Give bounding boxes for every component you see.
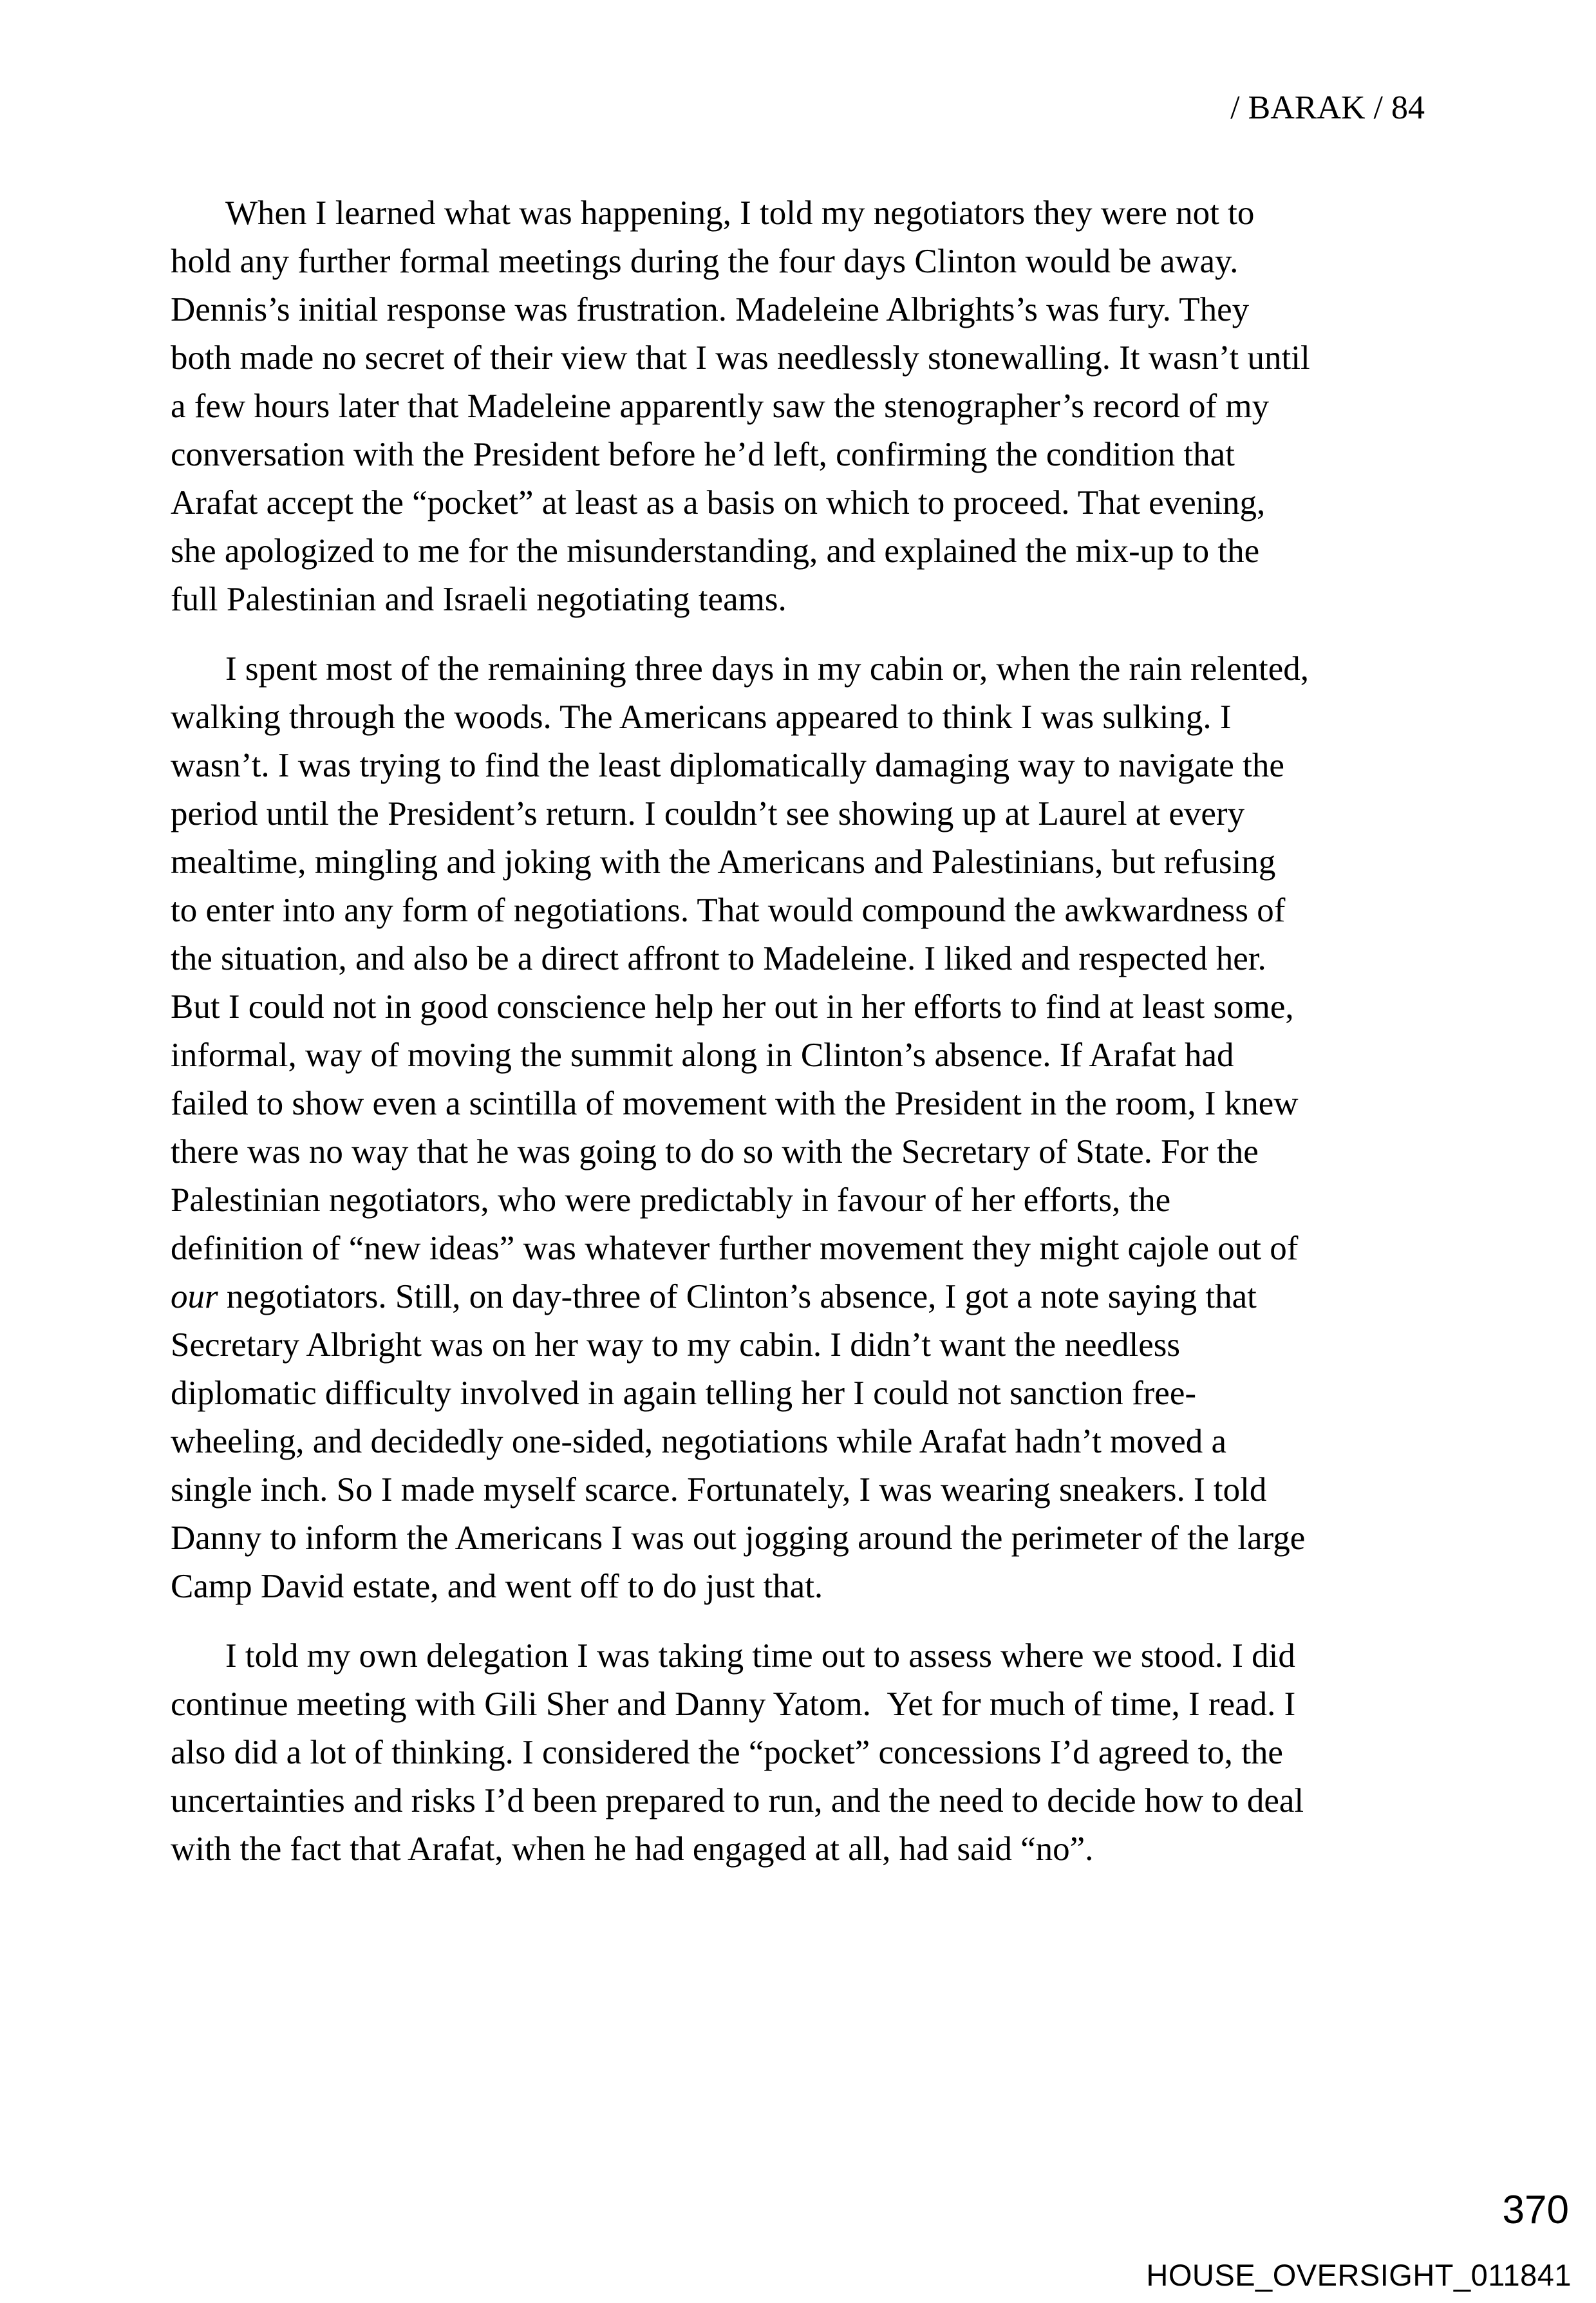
text-line — [171, 790, 1452, 838]
text-segment: hold any further formal meetings during the four days Clinton would be away. — [171, 243, 1239, 280]
text-line — [171, 1632, 1452, 1680]
page-number: 370 — [1502, 2188, 1569, 2232]
text-segment: the situation, and also be a direct affront to Madeleine. I liked and respected her. — [171, 940, 1266, 977]
paragraph — [171, 189, 1452, 624]
text-line — [171, 1729, 1452, 1777]
text-line — [171, 935, 1452, 983]
text-line — [171, 1080, 1452, 1128]
text-line — [171, 576, 1452, 624]
text-segment: she apologized to me for the misunderstanding, and explained the mix-up to the — [171, 532, 1260, 570]
text-line — [171, 838, 1452, 887]
running-header: / BARAK / 84 — [1230, 89, 1425, 126]
text-segment: conversation with the President before he’d left, confirming the condition that — [171, 436, 1235, 473]
text-segment: When I learned what was happening, I told my negotiators they were not to — [225, 194, 1255, 232]
text-segment: informal, way of moving the summit along in Clinton’s absence. If Arafat had — [171, 1037, 1234, 1074]
text-segment: definition of “new ideas” was whatever further movement they might cajole out of — [171, 1230, 1299, 1267]
text-line — [171, 1514, 1452, 1563]
text-segment: there was no way that he was going to do so with the Secretary of State. For the — [171, 1133, 1259, 1170]
text-segment: diplomatic difficulty involved in again telling her I could not sanction free- — [171, 1375, 1197, 1412]
text-line — [171, 1563, 1452, 1611]
text-segment: Danny to inform the Americans I was out jogging around the perimeter of the large — [171, 1519, 1306, 1557]
text-segment: negotiators. Still, on day-three of Clinton’s absence, I got a note saying that — [218, 1278, 1257, 1315]
text-segment: mealtime, mingling and joking with the Americans and Palestinians, but refusing — [171, 843, 1276, 881]
text-line — [171, 645, 1452, 693]
text-segment: I spent most of the remaining three days in my cabin or, when the rain relented, — [225, 650, 1310, 688]
text-segment: both made no secret of their view that I was needlessly stonewalling. It wasn’t until — [171, 339, 1310, 377]
text-line — [171, 479, 1452, 527]
text-segment: continue meeting with Gili Sher and Danny Yatom. Yet for much of time, I read. I — [171, 1686, 1296, 1723]
text-line — [171, 887, 1452, 935]
text-segment: Arafat accept the “pocket” at least as a basis on which to proceed. That evening, — [171, 484, 1266, 522]
text-line — [171, 238, 1452, 286]
text-line — [171, 334, 1452, 382]
text-line — [171, 983, 1452, 1031]
text-segment: Dennis’s initial response was frustration. Madeleine Albrights’s was fury. They — [171, 291, 1250, 328]
text-segment: to enter into any form of negotiations. That would compound the awkwardness of — [171, 892, 1286, 929]
text-line — [171, 1680, 1452, 1729]
text-line — [171, 1825, 1452, 1874]
text-line — [171, 1466, 1452, 1514]
paragraph — [171, 1632, 1452, 1874]
text-line — [171, 431, 1452, 479]
document-body — [171, 189, 1452, 1874]
text-segment: single inch. So I made myself scarce. Fortunately, I was wearing sneakers. I told — [171, 1471, 1267, 1509]
text-line — [171, 1321, 1452, 1369]
text-segment: our — [171, 1278, 218, 1315]
text-line — [171, 1418, 1452, 1466]
paragraph — [171, 645, 1452, 1611]
text-segment: wheeling, and decidedly one-sided, negotiations while Arafat hadn’t moved a — [171, 1423, 1227, 1460]
text-segment: also did a lot of thinking. I considered the “pocket” concessions I’d agreed to, the — [171, 1734, 1283, 1771]
text-segment: uncertainties and risks I’d been prepared to run, and the need to decide how to deal — [171, 1782, 1304, 1819]
text-line — [171, 1128, 1452, 1176]
text-line — [171, 1176, 1452, 1225]
text-line — [171, 693, 1452, 742]
text-segment: with the fact that Arafat, when he had engaged at all, had said “no”. — [171, 1830, 1094, 1868]
text-line — [171, 382, 1452, 431]
bates-stamp: HOUSE_OVERSIGHT_011841 — [1146, 2258, 1572, 2292]
text-line — [171, 742, 1452, 790]
text-segment: walking through the woods. The Americans appeared to think I was sulking. I — [171, 699, 1232, 736]
text-line — [171, 189, 1452, 238]
text-segment: I told my own delegation I was taking time out to assess where we stood. I did — [225, 1637, 1295, 1675]
text-line — [171, 527, 1452, 576]
text-line — [171, 1225, 1452, 1273]
text-segment: failed to show even a scintilla of movement with the President in the room, I knew — [171, 1085, 1299, 1122]
text-line — [171, 1031, 1452, 1080]
text-segment: But I could not in good conscience help her out in her efforts to find at least some, — [171, 988, 1294, 1026]
text-segment: period until the President’s return. I couldn’t see showing up at Laurel at every — [171, 795, 1245, 832]
text-line — [171, 1273, 1452, 1321]
text-line — [171, 1777, 1452, 1825]
text-segment: wasn’t. I was trying to find the least diplomatically damaging way to navigate the — [171, 747, 1284, 784]
text-segment: full Palestinian and Israeli negotiating teams. — [171, 581, 787, 618]
text-line — [171, 1369, 1452, 1418]
text-segment: a few hours later that Madeleine apparently saw the stenographer’s record of my — [171, 388, 1270, 425]
text-segment: Camp David estate, and went off to do just that. — [171, 1568, 823, 1605]
text-segment: Secretary Albright was on her way to my cabin. I didn’t want the needless — [171, 1326, 1181, 1364]
text-line — [171, 286, 1452, 334]
text-segment: Palestinian negotiators, who were predictably in favour of her efforts, the — [171, 1181, 1171, 1219]
